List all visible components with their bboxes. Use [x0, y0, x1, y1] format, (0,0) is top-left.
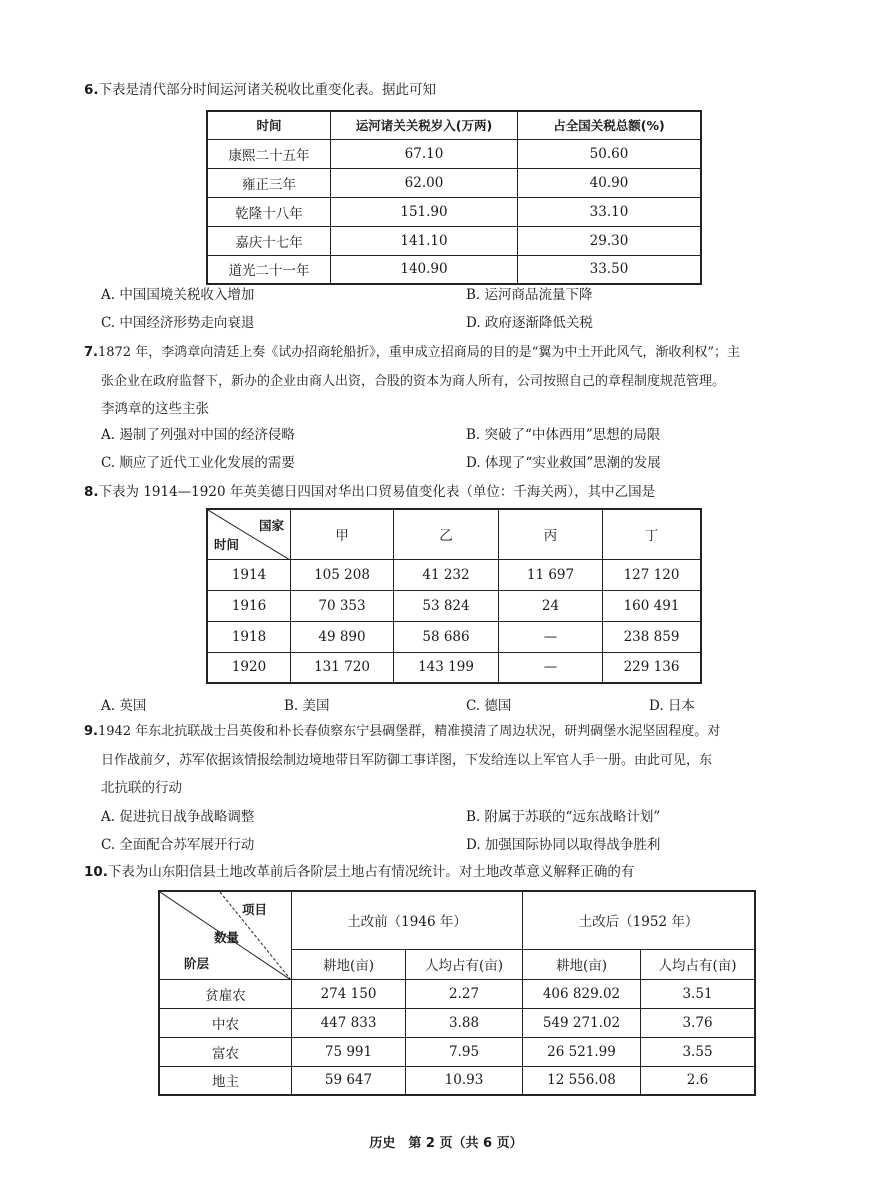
table-cell: 70 353	[291, 590, 394, 621]
table-cell: 549 271.02	[523, 1008, 641, 1037]
q7-stem-line-3: 李鸿章的这些主张	[101, 401, 209, 417]
table-cell: 富农	[159, 1037, 292, 1066]
q7-option-b: B. 突破了“中体西用”思想的局限	[466, 427, 661, 443]
q8-stem	[84, 478, 655, 507]
table-cell: 105 208	[291, 559, 394, 590]
q6-option-a: A. 中国国境关税收入增加	[101, 287, 255, 303]
table-cell: 62.00	[331, 168, 518, 197]
table-cell: 59 647	[292, 1066, 406, 1095]
q6-table	[206, 110, 702, 285]
table-cell: 3.51	[641, 979, 756, 1008]
table-cell: 127 120	[603, 559, 702, 590]
table-cell: 49 890	[291, 621, 394, 652]
q10-corner-class: 阶层	[184, 956, 210, 971]
q10-corner-quantity: 数量	[214, 930, 240, 945]
q6-text: 下表是清代部分时间运河诸关税收比重变化表。据此可知	[98, 82, 437, 98]
table-cell: 11 697	[499, 559, 603, 590]
table-cell: 29.30	[518, 226, 702, 255]
table-cell: 道光二十一年	[207, 255, 331, 284]
table-cell: 乾隆十八年	[207, 197, 331, 226]
table-cell: 41 232	[394, 559, 499, 590]
q10-group-before: 土改前（1946 年）	[292, 891, 523, 949]
q8-header-jia: 甲	[291, 509, 394, 559]
table-cell: 238 859	[603, 621, 702, 652]
q7-text-1: 1872 年，李鸿章向清廷上奏《试办招商轮船折》，重申成立招商局的目的是“翼为中土开此风气，渐收利权”；主	[97, 345, 740, 360]
q10-table	[158, 890, 756, 1096]
table-cell: 26 521.99	[523, 1037, 641, 1066]
q6-number: 6.	[84, 82, 99, 98]
q9-stem-line-1	[84, 717, 720, 746]
table-cell: 141.10	[331, 226, 518, 255]
table-cell: 嘉庆十七年	[207, 226, 331, 255]
q8-corner-country: 国家	[258, 518, 284, 533]
table-cell: 50.60	[518, 139, 702, 168]
q9-stem-line-3: 北抗联的行动	[101, 780, 182, 796]
q7-option-a: A. 遏制了列强对中国的经济侵略	[101, 427, 295, 443]
table-cell: 雍正三年	[207, 168, 331, 197]
table-cell: 1920	[207, 652, 291, 683]
table-cell: —	[499, 621, 603, 652]
q8-text: 下表为 1914—1920 年英美德日四国对华出口贸易值变化表（单位：千海关两），其中乙国是	[98, 484, 656, 500]
q9-number: 9.	[84, 724, 98, 739]
q8-header-yi: 乙	[394, 509, 499, 559]
table-cell: 53 824	[394, 590, 499, 621]
q7-number: 7.	[84, 345, 98, 360]
table-cell: 贫雇农	[159, 979, 292, 1008]
table-cell: 406 829.02	[523, 979, 641, 1008]
q10-subheader: 人均占有(亩)	[641, 949, 756, 979]
table-cell: 1916	[207, 590, 291, 621]
q6-header-revenue: 运河诸关关税岁入(万两)	[331, 111, 518, 139]
table-cell: 33.50	[518, 255, 702, 284]
q9-option-d: D. 加强国际协同以取得战争胜利	[466, 837, 661, 853]
table-cell: —	[499, 652, 603, 683]
q6-option-d: D. 政府逐渐降低关税	[466, 315, 593, 331]
q6-header-time: 时间	[207, 111, 331, 139]
q6-stem	[84, 76, 436, 105]
table-cell: 2.6	[641, 1066, 756, 1095]
table-cell: 447 833	[292, 1008, 406, 1037]
table-cell: 40.90	[518, 168, 702, 197]
table-cell: 75 991	[292, 1037, 406, 1066]
q10-text: 下表为山东阳信县土地改革前后各阶层土地占有情况统计。对土地改革意义解释正确的有	[107, 864, 635, 880]
q10-subheader: 人均占有(亩)	[406, 949, 523, 979]
q8-option-a: A. 英国	[101, 698, 147, 714]
q8-option-d: D. 日本	[649, 698, 695, 714]
table-cell: 24	[499, 590, 603, 621]
q10-stem	[84, 858, 634, 887]
q8-header-ding: 丁	[603, 509, 702, 559]
table-cell: 康熙二十五年	[207, 139, 331, 168]
page-footer: 历史 第 2 页（共 6 页）	[369, 1136, 523, 1151]
q8-option-b: B. 美国	[284, 698, 330, 714]
table-cell: 143 199	[394, 652, 499, 683]
q9-option-b: B. 附属于苏联的“远东战略计划”	[466, 809, 661, 825]
table-cell: 274 150	[292, 979, 406, 1008]
q8-header-bing: 丙	[499, 509, 603, 559]
table-cell: 12 556.08	[523, 1066, 641, 1095]
q9-stem-line-2: 日作战前夕，苏军依据该情报绘制边境地带日军防御工事详图，下发给连以上军官人手一册。由此可见，东	[101, 753, 713, 768]
q7-option-d: D. 体现了“实业救国”思潮的发展	[466, 455, 661, 471]
table-cell: 229 136	[603, 652, 702, 683]
q7-stem-line-1	[84, 338, 740, 367]
q6-option-b: B. 运河商品流量下降	[466, 287, 593, 303]
table-cell: 3.55	[641, 1037, 756, 1066]
q8-option-c: C. 德国	[466, 698, 512, 714]
table-cell: 1914	[207, 559, 291, 590]
q8-corner-time: 时间	[214, 536, 240, 552]
table-cell: 58 686	[394, 621, 499, 652]
table-cell: 3.76	[641, 1008, 756, 1037]
table-cell: 67.10	[331, 139, 518, 168]
table-cell: 3.88	[406, 1008, 523, 1037]
table-cell: 地主	[159, 1066, 292, 1095]
table-cell: 2.27	[406, 979, 523, 1008]
q6-header-share: 占全国关税总额(%)	[518, 111, 702, 139]
q10-corner-item: 项目	[242, 902, 268, 917]
q9-option-c: C. 全面配合苏军展开行动	[101, 837, 255, 853]
table-cell: 1918	[207, 621, 291, 652]
q10-corner-cell	[159, 891, 292, 979]
table-cell: 7.95	[406, 1037, 523, 1066]
q8-table	[206, 508, 702, 684]
table-cell: 151.90	[331, 197, 518, 226]
table-cell: 160 491	[603, 590, 702, 621]
q10-subheader: 耕地(亩)	[292, 949, 406, 979]
table-cell: 140.90	[331, 255, 518, 284]
q8-corner-cell	[207, 509, 291, 559]
q7-stem-line-2: 张企业在政府监督下，新办的企业由商人出资，合股的资本为商人所有，公司按照自己的章程制度规范管理。	[101, 374, 726, 389]
table-cell: 131 720	[291, 652, 394, 683]
q6-option-c: C. 中国经济形势走向衰退	[101, 315, 255, 331]
q7-option-c: C. 顺应了近代工业化发展的需要	[101, 455, 295, 471]
q10-number: 10.	[84, 864, 108, 880]
q10-subheader: 耕地(亩)	[523, 949, 641, 979]
q8-number: 8.	[84, 484, 99, 500]
q9-option-a: A. 促进抗日战争战略调整	[101, 809, 255, 825]
q10-group-after: 土改后（1952 年）	[523, 891, 756, 949]
q9-text-1: 1942 年东北抗联战士吕英俊和朴长春侦察东宁县碉堡群，精准摸清了周边状况，研判碉堡水泥坚固程度。对	[97, 724, 721, 739]
table-cell: 10.93	[406, 1066, 523, 1095]
table-cell: 33.10	[518, 197, 702, 226]
table-cell: 中农	[159, 1008, 292, 1037]
